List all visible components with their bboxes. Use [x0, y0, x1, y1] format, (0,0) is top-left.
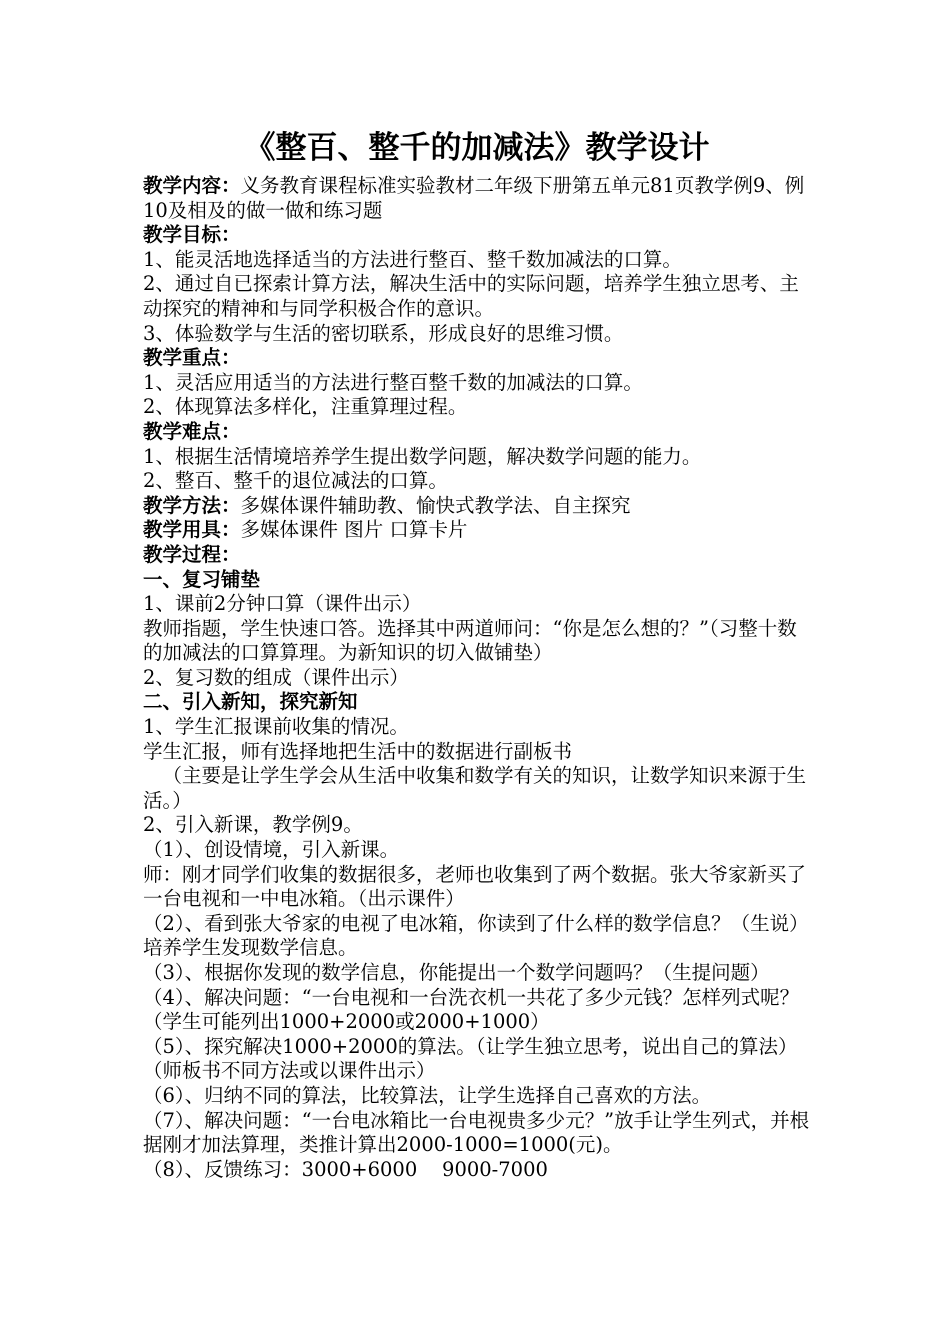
key-points-heading: 教学重点：	[143, 346, 241, 370]
process-heading: 教学过程：	[143, 542, 241, 566]
process-line: （5）、探究解决1000+2000的算法。（让学生独立思考，说出自己的算法）（师板书不同方法或以课件出示）	[143, 1034, 798, 1083]
process-line: （1）、创设情境，引入新课。	[143, 838, 400, 862]
process-line: 师：刚才同学们收集的数据很多，老师也收集到了两个数据。张大爷家新买了一台电视和一中电冰箱。（出示课件）	[143, 862, 807, 911]
process-line: （6）、归纳不同的算法，比较算法，让学生选择自己喜欢的方法。	[143, 1083, 712, 1107]
difficulties-heading: 教学难点：	[143, 419, 241, 443]
process-line: （2）、看到张大爷家的电视了电冰箱，你读到了什么样的数学信息？（生说）培养学生发现数学信息。	[143, 911, 809, 960]
process-line: （主要是让学生学会从生活中收集和数学有关的知识，让数学知识来源于生活。）	[143, 764, 807, 812]
process-line: （8）、反馈练习：3000+6000 9000-7000	[143, 1157, 548, 1181]
teaching-tools	[143, 518, 811, 543]
teaching-content	[143, 174, 811, 223]
difficulty-item: 1、根据生活情境培养学生提出数学问题，解决数学问题的能力。	[143, 444, 702, 468]
section-heading: 二、引入新知，探究新知	[143, 690, 358, 714]
page-title: 《整百、整千的加减法》教学设计	[244, 130, 710, 166]
methods-text: 多媒体课件辅助教、愉快式教学法、自主探究	[240, 493, 631, 517]
process-line: 教师指题，学生快速口答。选择其中两道师问：“你是怎么想的？”（习整十数的加减法的口算算理。为新知识的切入做铺垫）	[143, 616, 797, 665]
document-page	[143, 128, 811, 1182]
tools-label: 教学用具：	[143, 518, 241, 542]
process-line: （3）、根据你发现的数学信息，你能提出一个数学问题吗？（生提问题）	[143, 961, 770, 984]
teaching-content-text: 义务教育课程标准实验教材二年级下册第五单元81页教学例9、例10及相及的做一做和练习题	[143, 174, 805, 222]
objective-item: 1、能灵活地选择适当的方法进行整百、整千数加减法的口算。	[143, 247, 682, 271]
objective-item: 2、通过自已探索计算方法，解决生活中的实际问题，培养学生独立思考、主动探究的精神和与同学积极合作的意识。	[143, 272, 799, 320]
process-line: 2、引入新课，教学例9。	[143, 813, 363, 837]
process-line: 学生汇报，师有选择地把生活中的数据进行副板书	[143, 739, 573, 763]
process-line: （7）、解决问题：“一台电冰箱比一台电视贵多少元？”放手让学生列式，并根据刚才加法算理，类推计算出2000-1000=1000(元)。	[143, 1108, 810, 1157]
process-line: 1、学生汇报课前收集的情况。	[143, 715, 409, 739]
objectives-heading: 教学目标：	[143, 223, 241, 247]
process-line: 2、复习数的组成（课件出示）	[143, 665, 409, 689]
objective-item: 3、体验数学与生活的密切联系，形成良好的思维习惯。	[143, 321, 624, 345]
process-line: （4）、解决问题：“一台电视和一台洗衣机一共花了多少元钱？怎样列式呢？（学生可能列出1000+2000或2000+1000）	[143, 985, 800, 1034]
section-heading: 一、复习铺垫	[143, 567, 261, 591]
difficulty-item: 2、整百、整千的退位减法的口算。	[143, 469, 448, 493]
teaching-content-label: 教学内容：	[143, 174, 241, 197]
tools-text: 多媒体课件 图片 口算卡片	[240, 518, 468, 542]
teaching-methods	[143, 494, 811, 519]
methods-label: 教学方法：	[143, 493, 241, 517]
key-point-item: 1、灵活应用适当的方法进行整百整千数的加减法的口算。	[143, 370, 643, 394]
key-point-item: 2、体现算法多样化，注重算理过程。	[143, 395, 468, 419]
process-line: 1、课前2分钟口算（课件出示）	[143, 592, 422, 616]
